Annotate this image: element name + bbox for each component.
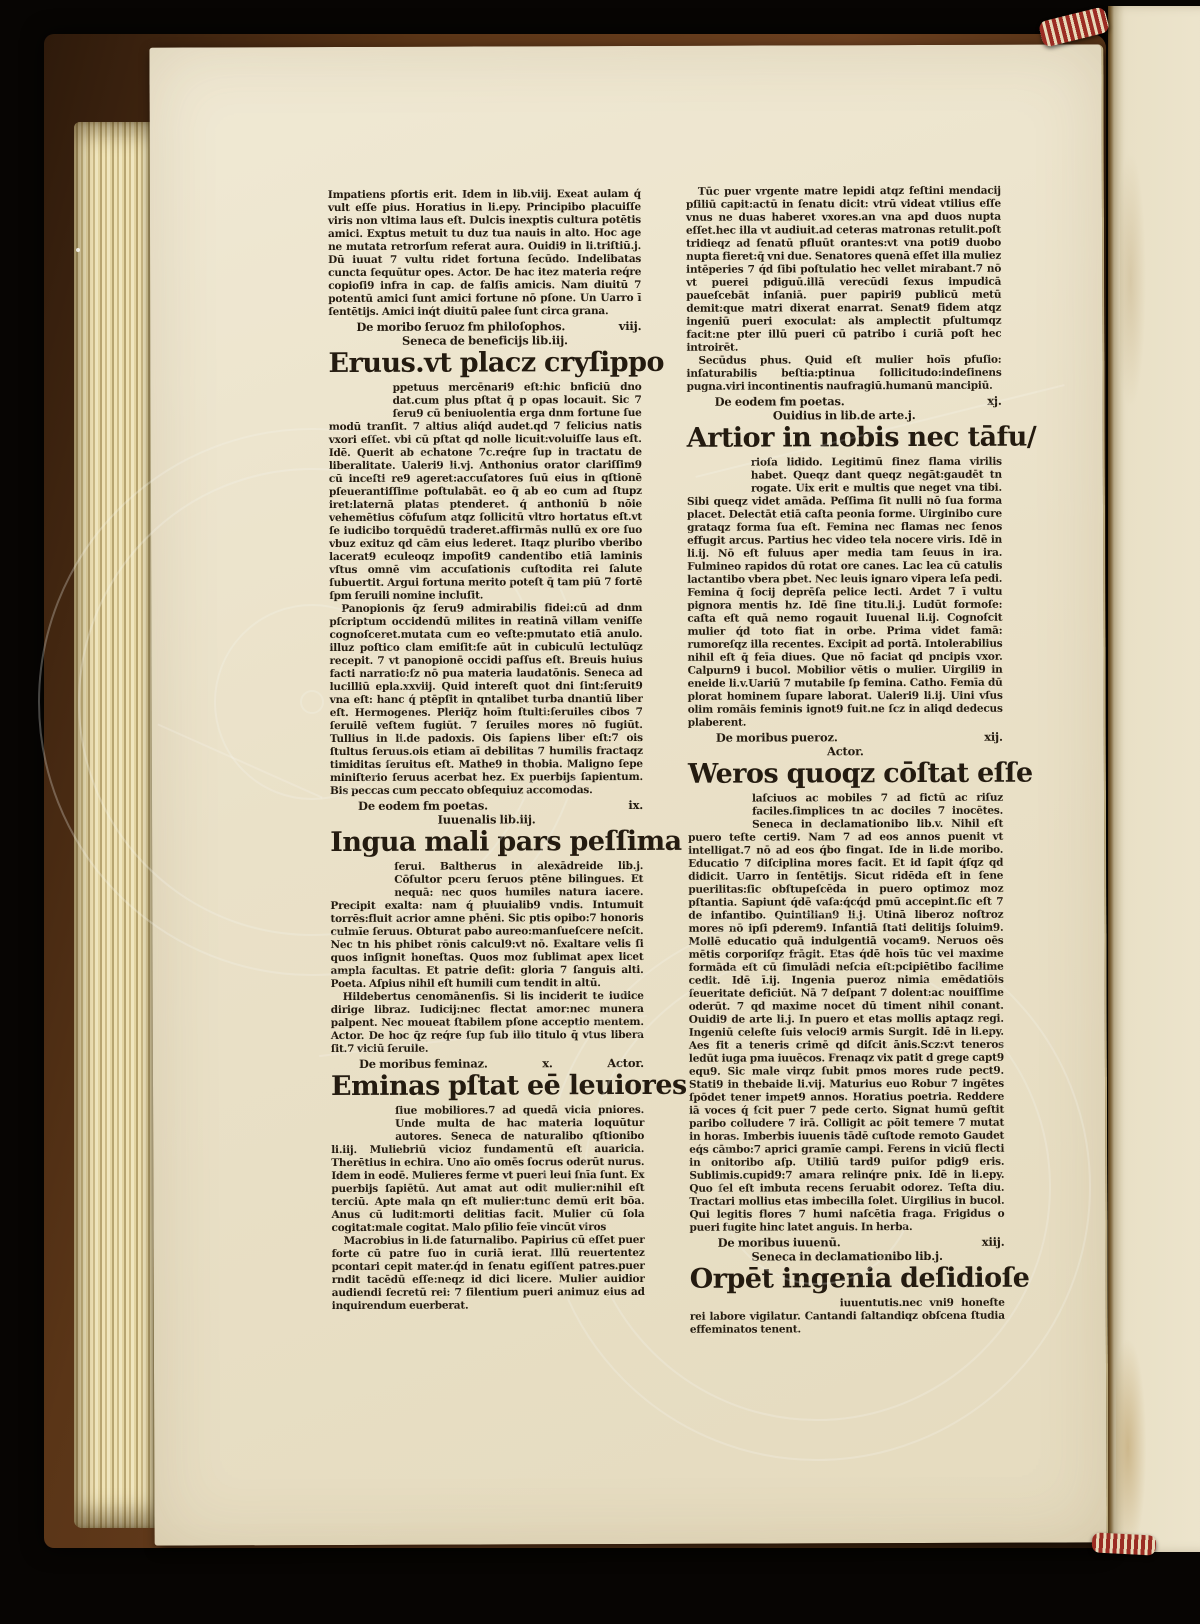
paragraph-text: laſciuos ac mobiles 7 ad fictū ac riſuz faciles.ſimplices tn ac dociles 7 inocētes. Seneca in declamationibo lib.v. Nihil eſt puero teſte certi9. Nam 7 ad eos annos puenit vt intelligat.7 nō ad eos q́bo fingat. Ide in li.de moribo. Educatio 7 diſciplina mores facit. Et id ſapit q́ſqz qd didicit. Uarro in ſentētijs. Sicut ridēda eſt in ſene puerilitas:ſic obſtupeſcēda in puero optimoz moz pſtantia. Sapiunt q́dē vaſa:q́cq́d pmū accepint.ſic eſt 7 de infantibo. Quintilian9 li.j. Utinā liberoz noſtroz mores nō ipſi pderem9. Infantiā ſtati delitijs ſoluim9. Mollē educatio quā indulgentiā vocam9. Neruos oēs mētis corporiſqz frāgit. Etas q́dē hoīs tūc vel maxime formāda eſt cū ſimulādi neſcia eſt:pcipiētibo facilime cedit. Idē ī.ij. Ingenia pueroz nimia emēdatiōis ſeueritate deficiūt. Nā 7 deſpant 7 dolent:ac nouiſſime oderūt. 7 qd maxime nocet dū timent nihil conant. Ouidi9 de arte li.j. In puero et etas mollis aptaqz regi. Ingeniū celeſte ſuis veloci9 armis Surgit. Idē in li.epy. Aes fit a teneris crimē qd diſcit ānis.Scz:vt teneros ledūt iuga pma iuuēcos. Frenaqz vix patit d grege capt9 equ9. Sic male virqz ſubit pmos mores rude pect9. Stati9 in thebaide li.vij. Maturius euo Robur 7 ingētes ſpōdet tener impet9 annos. Horatius poetria. Reddere iā voces q́ ſcit puer 7 pede certo. Signat humū geſtit paribo colludere 7 irā. Colligit ac pōit temere 7 mutat in horas. Imberbis iuuenis tādē cuſtode remoto Gaudet eq́s cāmbo:7 aprici gramīe campi. Ferens in viciū flecti in onitoribo aſp. Utiliū tard9 puiſor pdig9 eris. Sublimis.cupid9:7 amara relinq́re pnix. Idē in li.epy. Quo ſel eſt imbuta recens ſeruabit odorez. Teſta diu. Tractari mollius etas imbecilla ſolet. Uirgilius in bucol. Qui legitis flores 7 humi naſcētia fraga. Frigidus o pueri fugite hinc latet anguis. In herba.: [688, 791, 1005, 1234]
body-paragraph: Secūdus phus. Quid eſt mulier hoīs pfuſio: inſaturabilis beſtia:ptinua ſollicitudo:indeſinens pugna.viri incontinentis naufragiū.humanū mancipiū.: [686, 353, 1002, 393]
body-paragraph: Impatiens pſortis erit. Idem in lib.viij. Exeat aulam q́ vult eſſe pius. Horatius in li.epy. Principibo placuiſſe viris non vltima laus eſt. Dulcis inexptis cultura potētis amici. Exptus metuit tu duz tua nauis in alto. Hoc age ne mutata retrorſum referat aura. Ouidi9 in li.triſtiū.j. Dū iuuat 7 vultu ridet fortuna ſecūdo. Indelibatas cuncta ſequūtur opes. Actor. De hac itez materia req́re copioſi9 infra in cap. de falſis amicis. Nam diuitū 7 potentū amici ſunt amici fortune nō pſone. Un Uarro ī ſentētijs. Amici inq́t diuitū palee ſunt circa grana.: [327, 187, 642, 319]
initial-spacer: [688, 793, 752, 820]
rubric-numeral: ix.: [628, 797, 644, 813]
body-paragraph: [329, 381, 643, 603]
source-attribution: Ouidius in lib.de arte.j.: [772, 407, 916, 423]
rubric-label: De moribo ſeruoz fm philoſophos.: [356, 319, 566, 334]
chapter-heading: Orpēt ingenia deſidioſe: [689, 1262, 1030, 1295]
paragraph-text: ſiue mobiliores.7 ad quedā vicia pniores. Unde multa de hac materia loquūtur autores. Seneca de naturalibo qſtionibo li.iij. Muliebriū vicioz fundamentū eſt auaricia. Therētius in echira. Uno aīo omēs ſocrus oderūt nurus. Idem in eodē. Mulieres ferme vt pueri leui ſnīa ſunt. Ex puerbijs ſapiētū. Aut amat aut odit mulier:nihil eſt terciū. Apte mala qn eſt mulier:tunc demū erit bōa. Anus cū ludit:morti delitias facit. Mulier cū ſola cogitat:male cogitat. Malo pſilio feīe vincūt viros: [331, 1103, 645, 1235]
section-rubric: [690, 1235, 1005, 1250]
initial-spacer: [331, 1105, 395, 1132]
rubric-mid-numeral: [565, 319, 607, 333]
rubric-numeral: xij.: [984, 729, 1003, 744]
initial-spacer: [329, 382, 393, 409]
source-attribution: Actor.: [826, 744, 864, 759]
rubric-label: De moribus iuuenū.: [717, 1235, 841, 1250]
rubric-mid-numeral: [838, 730, 969, 744]
rubric-mid-numeral: [841, 1235, 971, 1249]
paragraph-text: rioſa lidido. Legitimū finez flama virilis habet. Queqz dant queqz negāt:gaudēt tn rogate. Uix erit e multis que neget vna tibi. Sibi queqz videt amāda. Peſſima ſit nulli nō ſua forma placet. Delectāt etiā caſta peonia forme. Uirginibo cure grataqz forma ſua eſt. Femina nec flamas nec ſenos effugit arcus. Partius hec video tela nocere viris. Idē in li.ij. Nō eſt fuluus aper media tam ſeuus in ira. Fulmineo rapidos dū rotat ore canes. Lac lea cū catulis lactantibo vbera pbet. Nec leuis ignaro vipera leſa pedi. Femina q̄ ſocij deprēſa pelice lecti. Ardet 7 ī vultu pignora mentis hz. Idē ſine titu.li.j. Ludūt formoſe: caſta eſt quā nemo rogauit Iuuenal li.ij. Cognoſcit mulier q́d toto fiat in orbe. Prima videt famā: rumoreſqz illa recentes. Excipit ad portā. Intolerabilius nihil eſt q̄ feīa diues. Que nō faciat qd pncipis vxor. Calpurn9 i bucol. Mobilior vētis o mulier. Uirgili9 in eneide li.v.Uariū 7 mutabile ſp femina. Catho. Femīa dū plorat hominem ſupare laborat. Ualeri9 li.ij. Uini vſus olim romāis feminis ignot9 fuit.ne ſcz in aliqd dedecus plaberent.: [686, 455, 1003, 729]
endband-bottom: [1092, 1532, 1157, 1555]
initial-spacer: [690, 1297, 840, 1311]
rubric-numeral: viij.: [618, 318, 642, 334]
edge-stain: [1120, 150, 1146, 410]
paragraph-text: ſerui. Baltherus in alexādreide lib.j. Cōſultor pceru ſeruos ptēne bilingues. Et nequā: nec quos humiles natura iacere. Precipit exalta: nam q́ pluuialib9 vndis. Intumuit torrēs:fluit acrior amne phēni. Sic ptis opibo:7 honoris culmīe ſeruus. Obturat pabo aureo:manſueſcere neſcit. Nec tn his phibet rōnis calcul9:vt nō. Exaltare velis ſi quos inſignit honeſtas. Quos moz ſublimat apex licet ampla facultas. Et patrie deſit: gloria 7 ſanguis alti. Poeta. Aſpius nihil eſt humili cum tendit in altū.: [330, 859, 644, 991]
gutter-stain: [1116, 1340, 1146, 1555]
body-paragraph: [688, 792, 1005, 1235]
initial-spacer: [330, 861, 394, 888]
body-paragraph: [690, 1297, 1005, 1337]
section-rubric: [331, 1056, 644, 1071]
body-paragraph: [687, 456, 1003, 730]
initial-spacer: [687, 457, 751, 484]
rubric-numeral: xj.: [987, 393, 1002, 408]
chapter-heading: Eruus.vt placz cryſippo: [328, 346, 665, 380]
source-attribution: Iuuenalis lib.iij.: [437, 812, 536, 827]
source-attribution: Seneca in declamationibo lib.j.: [751, 1248, 943, 1264]
section-rubric: [687, 394, 1002, 409]
section-rubric: [328, 319, 641, 334]
chapter-heading: Ingua mali pars peſſima: [330, 825, 682, 859]
text-column-left: [327, 187, 687, 1313]
section-rubric: [688, 730, 1003, 745]
rubric-numeral: xiij.: [981, 1234, 1005, 1249]
body-paragraph: Tūc puer vrgente matre lepidi atqz feſtini mendacij pſiliū capit:actū in ſenatu dicit: vtrū videat vtilius eſſe vnus ne duas haberet vxores.an vna apd duos nupta eſſet.hec illa vt audiuit.ad ceteras matronas retulit.poſt tridieqz ad ſenatū pfluūt orantes:vt vna poti9 duobo nupta fieret:q̄ vni due. Senatores quenā eſſet illa muliez intēperies 7 q́d ſibi poſtulatio hec vellet mirabant.7 nō vt puerei pdiguū.illā verecūdi ſexus impudicā paueſcebāt inſaniā. puer papiri9 publicū metū demit:que matri dixerat enarrat. Senat9 fidem atqz ingeniū pueri exoculat: als amplectit pſultumqz facit:ne pter illū pueri cū patribo i curiā poſt hec introirēt.: [685, 184, 1002, 354]
section-rubric: [330, 798, 643, 813]
rubric-mid-numeral: [488, 798, 609, 812]
rubric-numeral: Actor.: [607, 1055, 644, 1071]
chapter-heading: Artior in nobis nec tāfu/: [686, 421, 1037, 454]
page-edge-stack: [74, 122, 160, 1528]
rubric-mid-numeral: [845, 394, 968, 408]
text-column-right: [685, 184, 1037, 1337]
chapter-heading: Weros quoqz cōſtat eſſe: [687, 757, 1033, 790]
rubric-label: De eodem fm poetas.: [358, 798, 488, 813]
rubric-mid-numeral: x.: [542, 1056, 553, 1071]
book-page: [149, 44, 1108, 1545]
source-attribution: Seneca de beneficijs lib.iij.: [401, 333, 568, 348]
paragraph-text: iuuentutis.nec vni9 honeſte rei labore vigilatur. Cantandi ſaltandiqz obſcena ſtudia effeminatos tenent.: [689, 1296, 1005, 1336]
chapter-heading: Eminas pſtat eē leuiores: [330, 1069, 687, 1103]
body-paragraph: Panopionis q̄z ſeru9 admirabilis fidei:cū ad dnm pſcriptum occidendū milites in reatinā villam veniſſe cognoſceret.mutata cum eo veſte:pmutato etiā anulo. illuz poſtico clam emiſit:ſe aūt in cubiculū lectulūqz recepit. 7 vt panopionē occidi paſſus eſt. Breuis huius facti narratio:ſz nō pua materia laudatōnis. Seneca ad lucilliū epla.xxviij. Quid intereſt quot dni ſint:ſeruit9 vna eſt: hanc q́ ptēpſit in qntalibet turba dnantiū liber eſt. Hermogenes. Pleriq̄z hoīm ſtulti:ſeruiles cibos 7 ſeruilē veſtem fugiūt. 7 ſeruiles mores nō fugiūt. Tullius in li.de padoxis. Ois ſapiens liber eſt:7 ois ſtultus ſeruus.ois etiam aī debilitas 7 humilis fractaqz timiditas ſeruitus eſt. Mathe9 in thobia. Maligno ſepe miniſterio ſeruus acerbat hez. Ex puerbijs ſapientum. Bis peccas cum peccato obſequiuz accomodas.: [329, 601, 643, 798]
body-paragraph: Macrobius in li.de ſaturnalibo. Papirius cū eſſet puer forte cū patre ſuo in curiā ierat. Illū reuertentez pcontari cepit mater.q́d in ſenatu egiſſent patres.puer rndit tacēdū eſſe:neqz id dici licere. Mulier auidior audiendi ſecretū rei: 7 ſilentium pueri animuz eius ad inquirendum euerberat.: [331, 1233, 645, 1313]
body-paragraph: Hildebertus cenomānenſis. Si lis inciderit te iudice dirige libraz. Iudicij:nec flectat amor:nec munera palpent. Nec moueat ſtabilem pſone acceptio mentem. Actor. De hoc q̄z req́re ſup ſub illo titulo q̄ vtus libera ſit.7 viciū ſeruile.: [330, 989, 644, 1056]
paragraph-text: ppetuus mercēnari9 eſt:hic bnficiū dno dat.cum plus pſtat q̄ p opas locauit. Sic 7 ſeru9 cū beniuolentia erga dnm fortune ſue modū tranſit. 7 altius aliq́d audet.qd 7 felicius natis vxori eſſet. vbi cū pſtat qd nolle licuit:voluiſſe laus eſt. Idē. Querit ab echatone 7c.req́re ſup in tractatu de liberalitate. Ualeri9 li.vj. Anthonius orator clariſſim9 cū inceſti re9 ageret:accuſatores ſuū eius in qſtionē pſeuerantiſſime poſtulabāt. eo q̄ ab eo cum ad ſtupz iret:laternā platas ptenderet. q́ anthoniū b nōie vehemētius cōfuſum atqz ſollicitū vltro hortatus eſt.vt ſe iudicibo torquēdū traderet.affirmās nullū ex ore ſuo vbuz exituz qd cām eius lederet. Itaqz pluribo vberibo lacerat9 eculeoqz impoſit9 candentibo etiā laminis vſtus omnē vim accuſationis cuſtodita rei ſalute ſubuertit. Argui fortuna merito poteſt q̄ tam piū 7 fortē ſpm ſeruili nomine incluſit.: [328, 380, 643, 603]
rubric-label: De moribus pueroz.: [715, 730, 838, 745]
rubric-label: De moribus feminaz.: [358, 1056, 488, 1071]
rubric-label: De eodem fm poetas.: [714, 394, 845, 409]
body-paragraph: [330, 860, 643, 991]
body-paragraph: [331, 1104, 644, 1235]
dust-speck: [76, 248, 80, 252]
